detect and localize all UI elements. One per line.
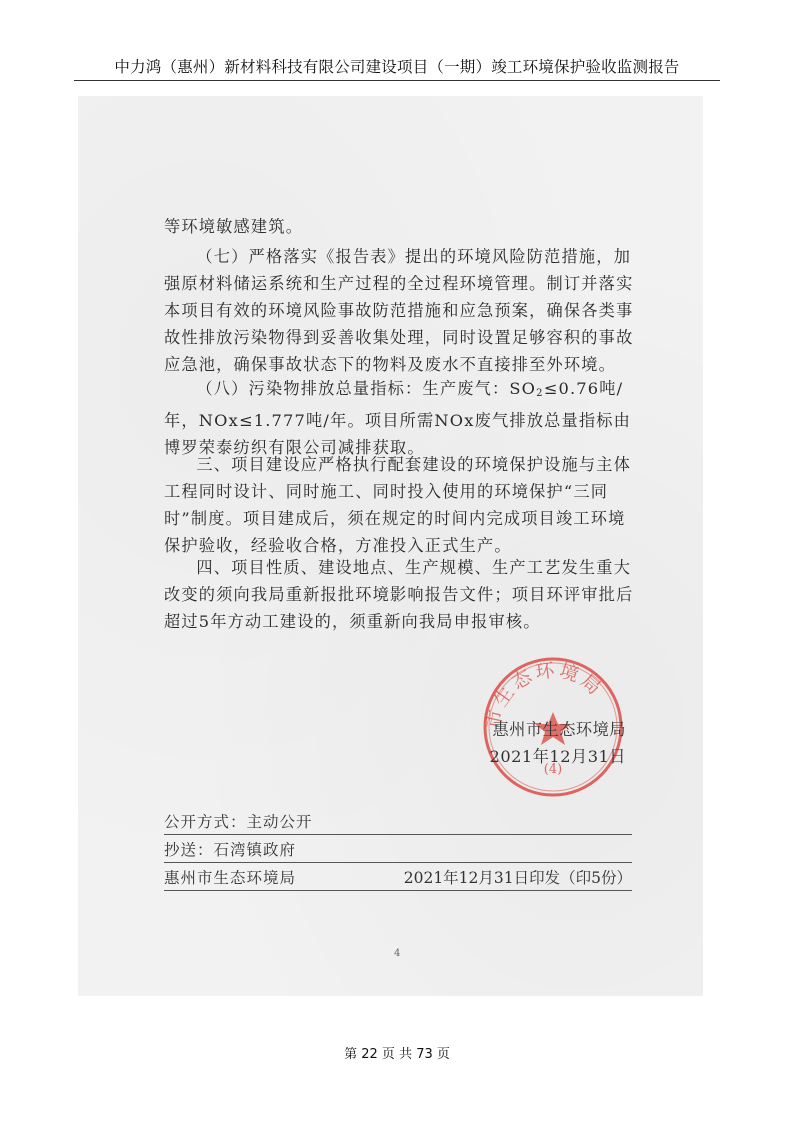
issuer-line bbox=[164, 866, 632, 891]
issue-date: 2021年12月31日印发（印5份） bbox=[403, 869, 632, 887]
signature-block bbox=[470, 716, 626, 770]
disclosure-method-line bbox=[164, 810, 632, 835]
so2-subscript: 2 bbox=[536, 388, 544, 399]
paragraph-section-4: 四、项目性质、建设地点、生产规模、生产工艺发生重大改变的须向我局重新报批环境影响报告文件；项目环评审批后超过5年方动工建设的，须重新向我局申报审核。 bbox=[164, 558, 634, 631]
emission-text-b: ≤0.76吨/年，NOx≤1.777吨/年。项目所需NOx废气排放总量指标由博罗荣泰纺织有限公司减排获取。 bbox=[164, 379, 632, 457]
page-footer: 第 22 页 共 73 页 bbox=[344, 1047, 450, 1062]
cc-line bbox=[164, 838, 632, 863]
signature-org: 惠州市生态环境局 bbox=[492, 720, 626, 739]
paragraph-item-7: （七）严格落实《报告表》提出的环境风险防范措施，加强原材料储运系统和生产过程的全过程环境管理。制订并落实本项目有效的环境风险事故防范措施和应急预案，确保各类事故性排放污染物得到妥善收集处理，同时设置足够容积的事故应急池，确保事故状态下的物料及废水不直接排至外环境。 bbox=[164, 247, 634, 374]
header-rule bbox=[74, 80, 720, 81]
paragraph-section-3: 三、项目建设应严格执行配套建设的环境保护设施与主体工程同时设计、同时施工、同时投入使用的环境保护“三同时”制度。项目建成后，须在规定的时间内完成项目竣工环境保护验收，经验收合格，方准投入正式生产。 bbox=[164, 455, 632, 555]
paragraph-item-8 bbox=[164, 375, 639, 461]
report-header-title: 中力鸿（惠州）新材料科技有限公司建设项目（一期）竣工环境保护验收监测报告 bbox=[114, 58, 680, 76]
disclosure-method: 公开方式：主动公开 bbox=[164, 813, 313, 831]
emission-text-a: （八）污染物排放总量指标：生产废气：SO bbox=[196, 379, 537, 398]
seal-arc-text: 市生态环境局 bbox=[482, 659, 608, 731]
seal-number: (4) bbox=[543, 762, 563, 777]
issuer-org: 惠州市生态环境局 bbox=[164, 869, 297, 887]
paragraph-continuation: 等环境敏感建筑。 bbox=[164, 217, 304, 236]
scan-page-number: 4 bbox=[394, 948, 401, 959]
cc-recipient: 抄送：石湾镇政府 bbox=[164, 841, 297, 859]
signature-date: 2021年12月31日 bbox=[489, 747, 626, 766]
